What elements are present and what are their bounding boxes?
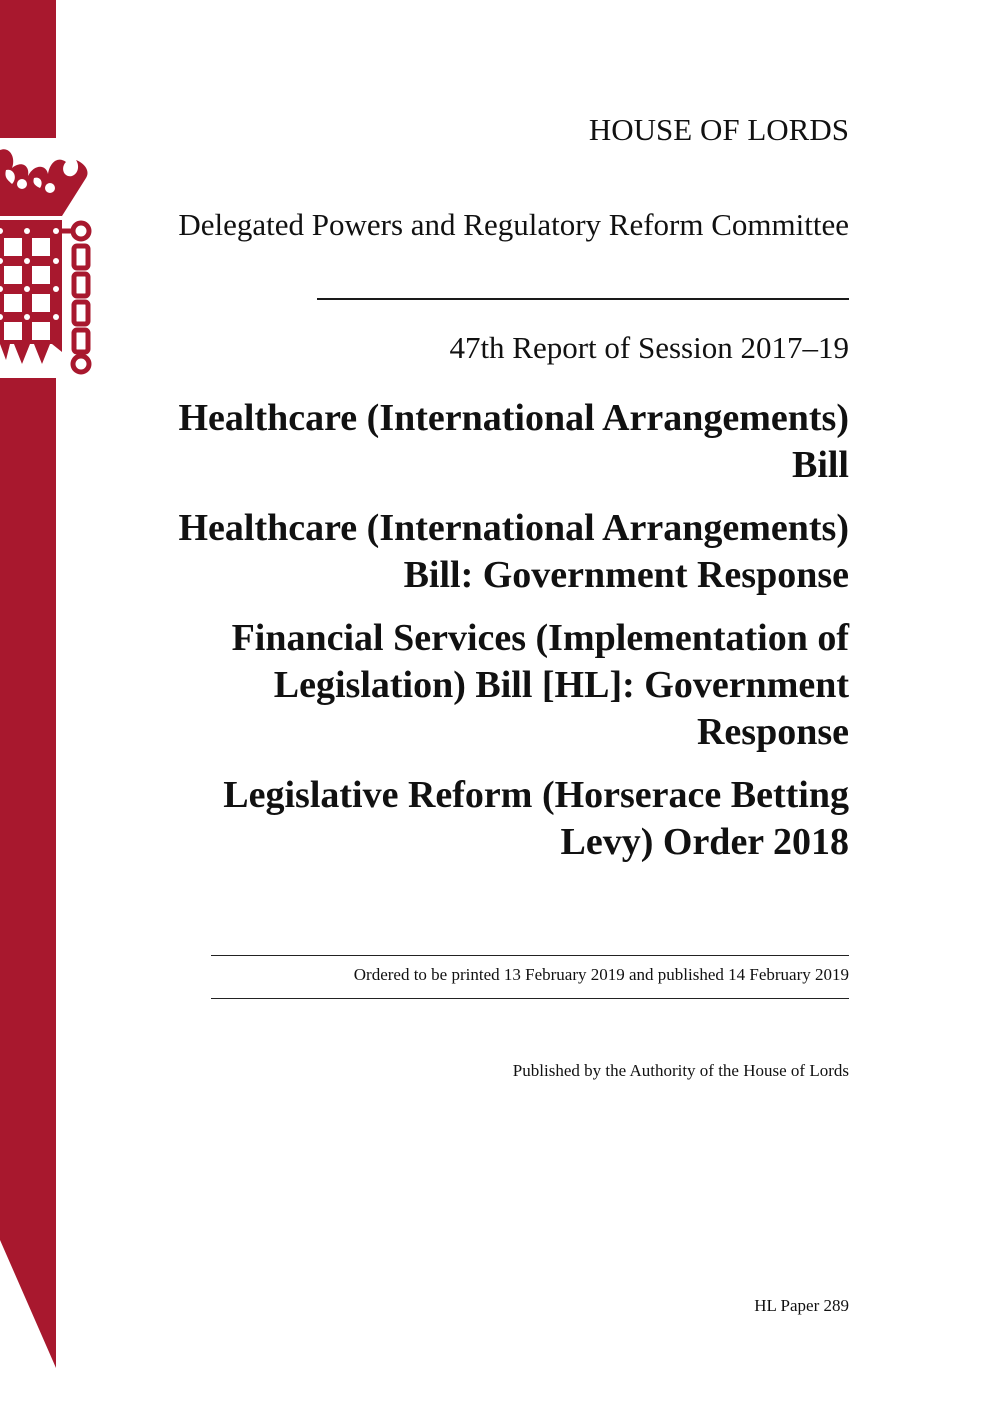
divider	[211, 998, 849, 999]
report-title: Healthcare (International Arrangements) Bill	[178, 397, 849, 486]
divider	[317, 298, 849, 300]
publisher-line: Published by the Authority of the House of Lords	[512, 1061, 849, 1080]
report-title: Legislative Reform (Horserace Betting Levy) Order 2018	[223, 774, 849, 863]
portcullis-icon	[0, 138, 100, 378]
paper-number: HL Paper 289	[754, 1296, 849, 1315]
report-title: Healthcare (International Arrangements) Bill: Government Response	[178, 507, 849, 596]
report-titles	[150, 395, 849, 882]
house-name: HOUSE OF LORDS	[588, 112, 849, 147]
committee-name: Delegated Powers and Regulatory Reform Committee	[178, 207, 849, 242]
print-dates: Ordered to be printed 13 February 2019 and published 14 February 2019	[353, 965, 849, 984]
report-title: Financial Services (Implementation of Legislation) Bill [HL]: Government Response	[231, 617, 849, 753]
divider	[211, 955, 849, 956]
report-session: 47th Report of Session 2017–19	[449, 330, 849, 365]
